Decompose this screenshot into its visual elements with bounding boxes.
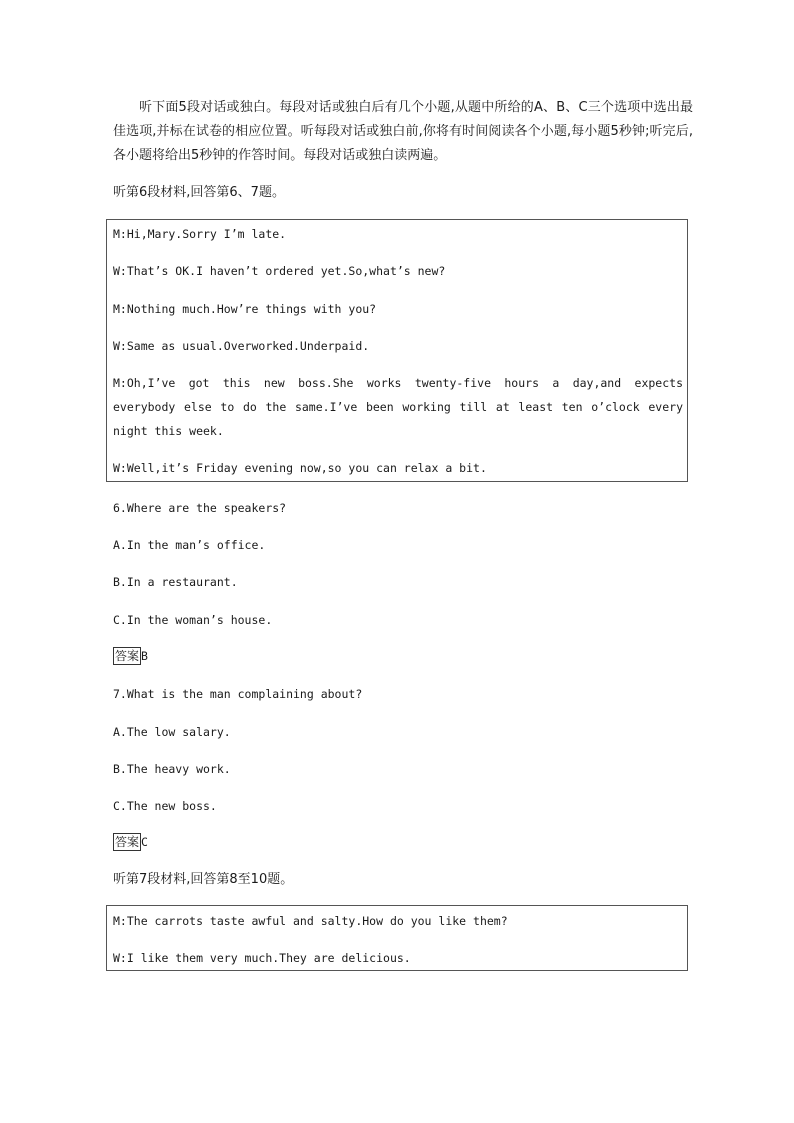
- answer-value: B: [141, 649, 148, 663]
- dialogue-line: W:That’s OK.I haven’t ordered yet.So,what’s new?: [113, 264, 446, 278]
- dialogue-line: M:The carrots taste awful and salty.How do you like them?: [113, 914, 508, 928]
- question-7: 7.What is the man complaining about?: [113, 687, 363, 701]
- dialogue-line: W:Well,it’s Friday evening now,so you can relax a bit.: [113, 461, 487, 475]
- option-c: C.In the woman’s house.: [113, 613, 273, 627]
- dialogue-line: W:Same as usual.Overworked.Underpaid.: [113, 339, 370, 353]
- dialogue-line: M:Hi,Mary.Sorry I’m late.: [113, 227, 287, 241]
- question-6: 6.Where are the speakers?: [113, 501, 287, 515]
- option-b: B.In a restaurant.: [113, 575, 238, 589]
- section-7-heading: 听第7段材料,回答第8至10题。: [113, 872, 294, 887]
- instructions-paragraph: 听下面5段对话或独白。每段对话或独白后有几个小题,从题中所给的A、B、C三个选项中选出最佳选项,并标在试卷的相应位置。听每段对话或独白前,你将有时间阅读各个小题,每小题5秒钟;听完后,各小题将给出5秒钟的作答时间。每段对话或独白读两遍。: [113, 100, 693, 163]
- answer-label: 答案: [115, 835, 140, 849]
- dialogue-line: M:Oh,I’ve got this new boss.She works twenty-five hours a day,and expects everybody else to do the same.I’ve been working till at least ten o’clock every night this week.: [113, 376, 683, 438]
- dialogue-line: W:I like them very much.They are delicious.: [113, 951, 411, 965]
- option-a: A.In the man’s office.: [113, 538, 266, 552]
- section-6-heading: 听第6段材料,回答第6、7题。: [113, 185, 285, 200]
- answer-6: [113, 647, 148, 665]
- answer-label: 答案: [115, 649, 140, 663]
- option-c: C.The new boss.: [113, 799, 217, 813]
- answer-7: [113, 833, 148, 851]
- dialogue-line: M:Nothing much.How’re things with you?: [113, 302, 377, 316]
- answer-value: C: [141, 835, 148, 849]
- option-b: B.The heavy work.: [113, 762, 231, 776]
- option-a: A.The low salary.: [113, 725, 231, 739]
